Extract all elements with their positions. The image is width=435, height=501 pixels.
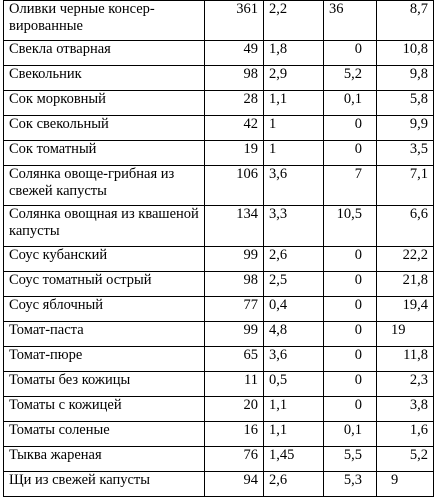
kcal-cell: 106 <box>205 166 264 206</box>
dish-name-cell: Солянка овощная из квашеной капусты <box>4 206 205 247</box>
carbs-cell: 9,8 <box>377 66 434 91</box>
protein-cell: 1,45 <box>264 447 324 472</box>
fat-cell: 0 <box>324 322 377 347</box>
protein-cell: 3,6 <box>264 166 324 206</box>
dish-name-cell: Томаты соленые <box>4 422 205 447</box>
table-row <box>4 372 434 397</box>
carbs-cell: 8,7 <box>377 1 434 41</box>
dish-name-cell: Солянка овоще-грибная из свежей капусты <box>4 166 205 206</box>
table-row <box>4 422 434 447</box>
protein-cell: 3,6 <box>264 347 324 372</box>
table-row <box>4 447 434 472</box>
dish-name-cell: Тыква жареная <box>4 447 205 472</box>
fat-cell: 0,1 <box>324 91 377 116</box>
protein-cell: 1 <box>264 116 324 141</box>
kcal-cell: 42 <box>205 116 264 141</box>
table-row <box>4 322 434 347</box>
protein-cell: 2,5 <box>264 272 324 297</box>
carbs-cell: 9 <box>377 472 434 497</box>
kcal-cell: 77 <box>205 297 264 322</box>
kcal-cell: 99 <box>205 247 264 272</box>
table-row <box>4 1 434 41</box>
kcal-cell: 134 <box>205 206 264 247</box>
table-row <box>4 206 434 247</box>
protein-cell: 1,8 <box>264 41 324 66</box>
kcal-cell: 20 <box>205 397 264 422</box>
fat-cell: 7 <box>324 166 377 206</box>
kcal-cell: 49 <box>205 41 264 66</box>
fat-cell: 10,5 <box>324 206 377 247</box>
carbs-cell: 2,3 <box>377 372 434 397</box>
kcal-cell: 361 <box>205 1 264 41</box>
table-row <box>4 472 434 497</box>
fat-cell: 0 <box>324 41 377 66</box>
carbs-cell: 21,8 <box>377 272 434 297</box>
nutrition-table <box>3 0 434 497</box>
kcal-cell: 11 <box>205 372 264 397</box>
fat-cell: 0,1 <box>324 422 377 447</box>
carbs-cell: 11,8 <box>377 347 434 372</box>
carbs-cell: 5,8 <box>377 91 434 116</box>
protein-cell: 1,1 <box>264 397 324 422</box>
fat-cell: 0 <box>324 372 377 397</box>
fat-cell: 5,5 <box>324 447 377 472</box>
protein-cell: 0,4 <box>264 297 324 322</box>
kcal-cell: 98 <box>205 272 264 297</box>
protein-cell: 0,5 <box>264 372 324 397</box>
kcal-cell: 99 <box>205 322 264 347</box>
fat-cell: 5,2 <box>324 66 377 91</box>
carbs-cell: 19 <box>377 322 434 347</box>
protein-cell: 2,2 <box>264 1 324 41</box>
table-row <box>4 397 434 422</box>
kcal-cell: 16 <box>205 422 264 447</box>
dish-name-cell: Томаты с кожицей <box>4 397 205 422</box>
kcal-cell: 65 <box>205 347 264 372</box>
protein-cell: 2,6 <box>264 472 324 497</box>
carbs-cell: 3,8 <box>377 397 434 422</box>
dish-name-cell: Оливки черные консер-вированные <box>4 1 205 41</box>
carbs-cell: 9,9 <box>377 116 434 141</box>
carbs-cell: 5,2 <box>377 447 434 472</box>
carbs-cell: 19,4 <box>377 297 434 322</box>
fat-cell: 0 <box>324 247 377 272</box>
kcal-cell: 76 <box>205 447 264 472</box>
fat-cell: 0 <box>324 347 377 372</box>
table-row <box>4 347 434 372</box>
carbs-cell: 3,5 <box>377 141 434 166</box>
fat-cell: 36 <box>324 1 377 41</box>
protein-cell: 1 <box>264 141 324 166</box>
dish-name-cell: Соус томатный острый <box>4 272 205 297</box>
dish-name-cell: Сок томатный <box>4 141 205 166</box>
dish-name-cell: Соус яблочный <box>4 297 205 322</box>
table-row <box>4 91 434 116</box>
table-row <box>4 166 434 206</box>
table-row <box>4 141 434 166</box>
protein-cell: 2,9 <box>264 66 324 91</box>
table-row <box>4 116 434 141</box>
protein-cell: 1,1 <box>264 91 324 116</box>
table-row <box>4 66 434 91</box>
dish-name-cell: Сок свекольный <box>4 116 205 141</box>
carbs-cell: 6,6 <box>377 206 434 247</box>
carbs-cell: 1,6 <box>377 422 434 447</box>
dish-name-cell: Соус кубанский <box>4 247 205 272</box>
dish-name-cell: Сок морковный <box>4 91 205 116</box>
protein-cell: 4,8 <box>264 322 324 347</box>
kcal-cell: 94 <box>205 472 264 497</box>
carbs-cell: 22,2 <box>377 247 434 272</box>
protein-cell: 3,3 <box>264 206 324 247</box>
dish-name-cell: Щи из свежей капусты <box>4 472 205 497</box>
kcal-cell: 98 <box>205 66 264 91</box>
table-row <box>4 297 434 322</box>
kcal-cell: 19 <box>205 141 264 166</box>
fat-cell: 5,3 <box>324 472 377 497</box>
fat-cell: 0 <box>324 397 377 422</box>
fat-cell: 0 <box>324 297 377 322</box>
fat-cell: 0 <box>324 141 377 166</box>
protein-cell: 1,1 <box>264 422 324 447</box>
carbs-cell: 7,1 <box>377 166 434 206</box>
table-row <box>4 247 434 272</box>
protein-cell: 2,6 <box>264 247 324 272</box>
fat-cell: 0 <box>324 272 377 297</box>
dish-name-cell: Свекольник <box>4 66 205 91</box>
carbs-cell: 10,8 <box>377 41 434 66</box>
dish-name-cell: Томаты без кожицы <box>4 372 205 397</box>
fat-cell: 0 <box>324 116 377 141</box>
table-row <box>4 41 434 66</box>
dish-name-cell: Томат-паста <box>4 322 205 347</box>
dish-name-cell: Томат-пюре <box>4 347 205 372</box>
kcal-cell: 28 <box>205 91 264 116</box>
dish-name-cell: Свекла отварная <box>4 41 205 66</box>
table-row <box>4 272 434 297</box>
